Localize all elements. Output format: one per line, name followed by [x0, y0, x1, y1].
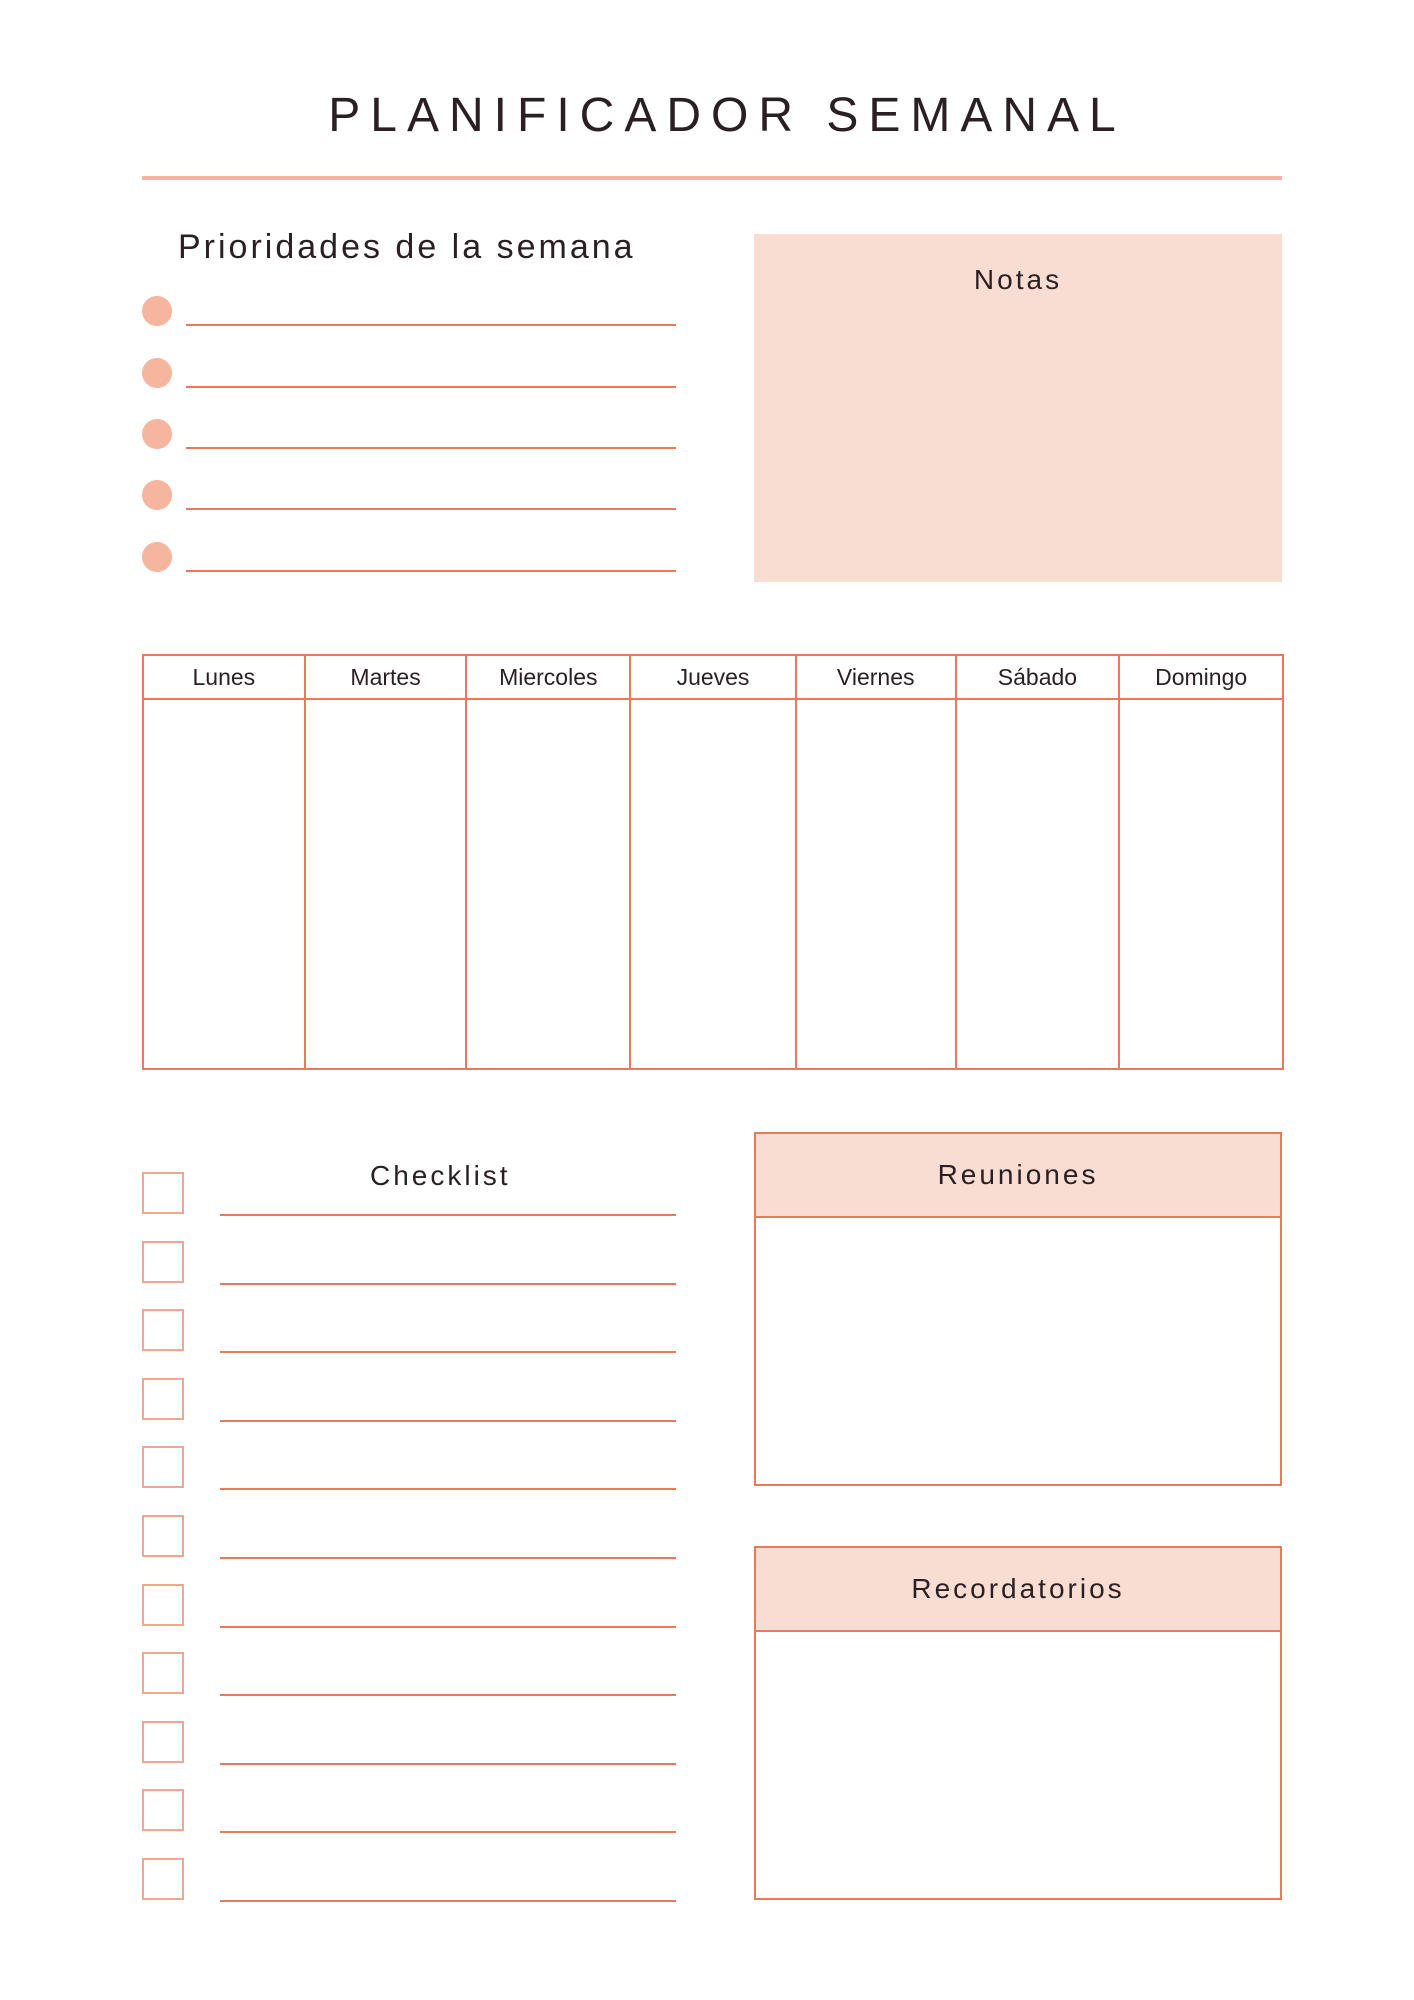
day-cell[interactable] [797, 700, 955, 1068]
day-column [631, 656, 797, 1068]
priority-item[interactable] [142, 358, 676, 398]
bullet-dot-icon [142, 419, 172, 449]
checklist-write-line[interactable] [220, 1214, 676, 1216]
checklist-write-line[interactable] [220, 1626, 676, 1628]
meetings-heading: Reuniones [756, 1134, 1280, 1218]
checklist-write-line[interactable] [220, 1420, 676, 1422]
checklist-write-line[interactable] [220, 1900, 676, 1902]
checklist-write-line[interactable] [220, 1488, 676, 1490]
checklist-write-line[interactable] [220, 1557, 676, 1559]
meetings-area[interactable] [756, 1218, 1280, 1486]
day-column [467, 656, 631, 1068]
checklist-write-line[interactable] [220, 1831, 676, 1833]
day-column [306, 656, 468, 1068]
priority-write-line[interactable] [186, 386, 676, 388]
checkbox[interactable] [142, 1309, 184, 1351]
bullet-dot-icon [142, 480, 172, 510]
priority-write-line[interactable] [186, 508, 676, 510]
day-column [957, 656, 1121, 1068]
day-cell[interactable] [1120, 700, 1282, 1068]
checklist-write-line[interactable] [220, 1283, 676, 1285]
checklist-item [142, 1446, 676, 1492]
checkbox[interactable] [142, 1515, 184, 1557]
checklist-write-line[interactable] [220, 1763, 676, 1765]
priorities-heading: Prioridades de la semana [178, 228, 636, 266]
checklist-item [142, 1721, 676, 1767]
checkbox[interactable] [142, 1652, 184, 1694]
checkbox[interactable] [142, 1721, 184, 1763]
day-header: Lunes [144, 656, 304, 700]
bullet-dot-icon [142, 358, 172, 388]
checkbox[interactable] [142, 1172, 184, 1214]
checklist-item [142, 1584, 676, 1630]
day-cell[interactable] [631, 700, 795, 1068]
checklist-write-line[interactable] [220, 1351, 676, 1353]
priority-item[interactable] [142, 419, 676, 459]
checklist-item [142, 1652, 676, 1698]
checkbox[interactable] [142, 1446, 184, 1488]
day-column [797, 656, 957, 1068]
checklist-item [142, 1309, 676, 1355]
checklist-heading: Checklist [370, 1160, 511, 1191]
checkbox[interactable] [142, 1584, 184, 1626]
priority-write-line[interactable] [186, 447, 676, 449]
checkbox[interactable] [142, 1789, 184, 1831]
day-header: Domingo [1120, 656, 1282, 700]
day-header: Sábado [957, 656, 1119, 700]
bullet-dot-icon [142, 296, 172, 326]
notes-panel[interactable] [754, 234, 1282, 582]
day-cell[interactable] [306, 700, 466, 1068]
priority-item[interactable] [142, 296, 676, 336]
reminders-area[interactable] [756, 1632, 1280, 1900]
day-header: Viernes [797, 656, 955, 700]
checklist-item [142, 1789, 676, 1835]
checkbox[interactable] [142, 1858, 184, 1900]
checklist-item [142, 1172, 676, 1218]
day-header: Martes [306, 656, 466, 700]
checklist-item [142, 1241, 676, 1287]
checklist-item [142, 1378, 676, 1424]
checklist-item [142, 1858, 676, 1904]
priority-write-line[interactable] [186, 324, 676, 326]
day-cell[interactable] [957, 700, 1119, 1068]
checkbox[interactable] [142, 1241, 184, 1283]
checkbox[interactable] [142, 1378, 184, 1420]
day-header: Jueves [631, 656, 795, 700]
reminders-heading: Recordatorios [756, 1548, 1280, 1632]
checklist-write-line[interactable] [220, 1694, 676, 1696]
priority-item[interactable] [142, 542, 676, 582]
reminders-panel [754, 1546, 1282, 1900]
day-cell[interactable] [467, 700, 629, 1068]
day-column [1120, 656, 1282, 1068]
notes-heading: Notas [973, 264, 1063, 295]
priority-write-line[interactable] [186, 570, 676, 572]
day-column [144, 656, 306, 1068]
weekly-grid [142, 654, 1284, 1070]
priority-item[interactable] [142, 480, 676, 520]
page-title: PLANIFICADOR SEMANAL [328, 89, 1126, 142]
meetings-panel [754, 1132, 1282, 1486]
title-divider [142, 176, 1282, 180]
day-header: Miercoles [467, 656, 629, 700]
day-cell[interactable] [144, 700, 304, 1068]
bullet-dot-icon [142, 542, 172, 572]
checklist-item [142, 1515, 676, 1561]
